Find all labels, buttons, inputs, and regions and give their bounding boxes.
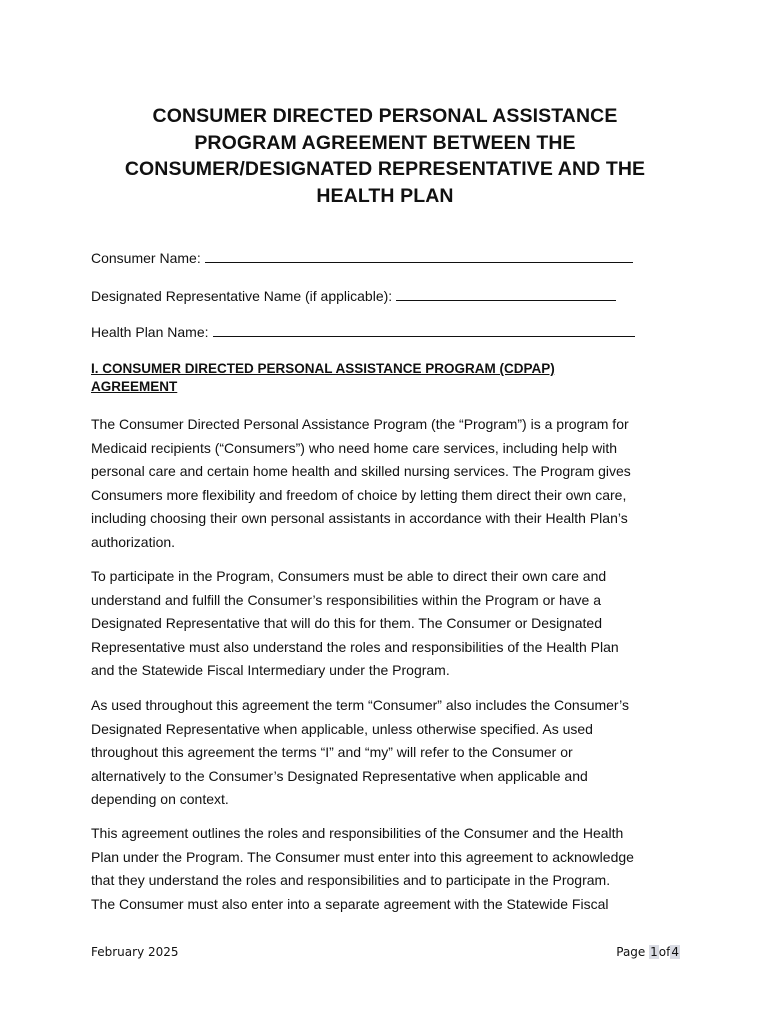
title-line: CONSUMER DIRECTED PERSONAL ASSISTANCE xyxy=(152,105,618,127)
consumer-name-blank[interactable] xyxy=(205,249,633,263)
text-line: Consumers more flexibility and freedom of choice by letting them direct their own care, xyxy=(91,486,627,503)
health-plan-name-label: Health Plan Name: xyxy=(91,324,209,340)
text-line: Representative must also understand the roles and responsibilities of the Health Plan xyxy=(91,638,619,655)
text-line: authorization. xyxy=(91,533,176,550)
paragraph-participation xyxy=(91,565,689,683)
section-heading xyxy=(91,360,651,396)
document-title xyxy=(60,103,710,209)
text-line: including choosing their own personal assistants in accordance with their Health Plan’s xyxy=(91,510,628,526)
page-of: of xyxy=(658,945,671,959)
designated-representative-field xyxy=(91,287,616,305)
title-line: PROGRAM AGREEMENT BETWEEN THE xyxy=(194,131,576,154)
page-total: 4 xyxy=(671,945,679,959)
text-line: alternatively to the Consumer’s Designated Representative when applicable and xyxy=(91,767,588,784)
text-line: The Consumer must also enter into a separate agreement with the Statewide Fiscal xyxy=(91,895,609,912)
footer-page-number xyxy=(616,944,680,960)
text-line: throughout this agreement the terms “I” and “my” will refer to the Consumer or xyxy=(91,744,573,760)
text-line: personal care and certain home health and skilled nursing services. The Program gives xyxy=(91,463,631,479)
footer-date: February 2025 xyxy=(91,945,179,959)
text-line: understand and fulfill the Consumer’s responsibilities within the Program or have a xyxy=(91,591,601,608)
text-line: To participate in the Program, Consumers must be able to direct their own care and xyxy=(91,568,607,584)
text-line: that they understand the roles and responsibilities and to participate in the Program. xyxy=(91,872,611,888)
paragraph-agreement-outline xyxy=(91,822,689,916)
text-line: Designated Representative when applicable, unless otherwise specified. As used xyxy=(91,720,593,737)
designated-representative-label: Designated Representative Name (if applicable): xyxy=(91,288,393,304)
designated-representative-blank[interactable] xyxy=(396,287,616,301)
text-line: The Consumer Directed Personal Assistance Program (the “Program”) is a program for xyxy=(91,416,629,432)
text-line: depending on context. xyxy=(91,791,229,807)
section-heading-line: I. CONSUMER DIRECTED PERSONAL ASSISTANCE PROGRAM (CDPAP) xyxy=(91,361,555,376)
paragraph-definitions xyxy=(91,694,689,812)
section-heading-line: AGREEMENT xyxy=(91,379,178,394)
paragraph-program-overview xyxy=(91,413,689,554)
text-line: Plan under the Program. The Consumer must enter into this agreement to acknowledge xyxy=(91,848,634,865)
text-line: Medicaid recipients (“Consumers”) who need home care services, including help with xyxy=(91,439,618,456)
consumer-name-field xyxy=(91,249,633,267)
title-line: HEALTH PLAN xyxy=(316,184,454,207)
page-current: 1 xyxy=(650,945,658,959)
text-line: and the Statewide Fiscal Intermediary under the Program. xyxy=(91,662,450,678)
title-line: CONSUMER/DESIGNATED REPRESENTATIVE AND THE xyxy=(124,158,646,180)
health-plan-name-blank[interactable] xyxy=(213,323,635,337)
text-line: As used throughout this agreement the term “Consumer” also includes the Consumer’s xyxy=(91,697,629,713)
text-line: Designated Representative that will do this for them. The Consumer or Designated xyxy=(91,615,603,631)
health-plan-name-field xyxy=(91,323,635,341)
text-line: This agreement outlines the roles and responsibilities of the Consumer and the Health xyxy=(91,825,624,841)
page-prefix: Page xyxy=(616,945,646,959)
consumer-name-label: Consumer Name: xyxy=(91,250,201,266)
